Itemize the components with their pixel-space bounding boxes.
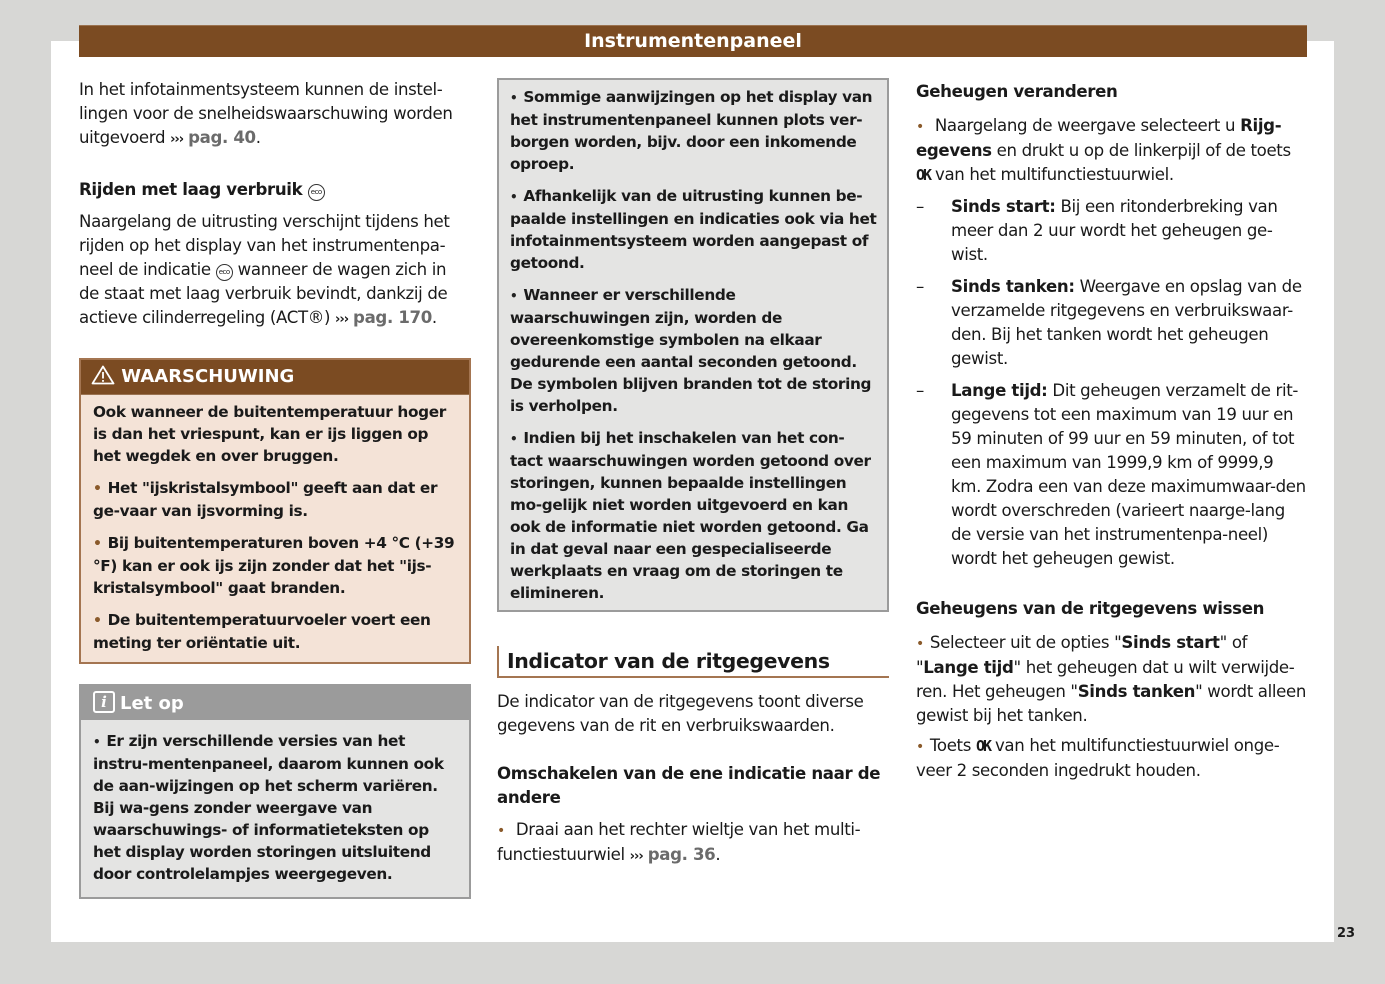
section-intro: De indicator van de ritgegevens toont diverse gegevens van de rit en verbruikswaarden. (497, 692, 864, 735)
info-icon: i (93, 691, 115, 713)
bullet-icon: • (916, 739, 924, 755)
warning-bullet-item: • Bij buitentemperaturen boven +4 °C (+39 °F) kan er ook ijs zijn zonder dat het "ijs-kristalsymbool" gaat branden. (93, 534, 455, 597)
clear-memory-heading: Geheugens van de ritgegevens wissen (916, 599, 1265, 618)
switch-step: • Draai aan het rechter wieltje van het multi-functiestuurwiel ››› pag. 36. (497, 820, 861, 864)
warning-bullet-item: • Het "ijskristalsymbool" geeft aan dat er ge-vaar van ijsvorming is. (93, 479, 438, 520)
page-link-170[interactable]: pag. 170 (353, 308, 432, 327)
note-box (79, 684, 471, 899)
bullet-icon: • (497, 823, 505, 839)
section-title: Indicator van de ritgegevens (497, 646, 889, 678)
bullet-icon: • (93, 536, 102, 552)
note-bullet-item: • Er zijn verschillende versies van het instru-mentenpaneel, daarom kunnen ook de aan-wijzingen op het scherm variëren. Bij wa-gens zonder weergave van waarschuwings- of informatieteksten op het display worden storingen uitsluitend door controlelampjes weergegeven. (93, 732, 444, 883)
low-consumption-paragraph: Naargelang de uitrusting verschijnt tijdens het rijden op het display van het instrumentenpa-neel de indicatie eco wanneer de wagen zich in de staat met laag verbruik bevindt, dankzij de actieve cilinderregeling (ACT®) ››› pag. 170. (79, 212, 450, 327)
gray-box-item: • Sommige aanwijzingen op het display van het instrumentenpaneel kunnen plots ver-borgen worden, bijv. door een inkomende oproep. (510, 88, 873, 173)
change-memory-step: • Naargelang de weergave selecteert u Rijg-egevens en drukt u op de linkerpijl of de toets OK van het multifunctiestuurwiel. (916, 116, 1291, 184)
eco-icon: eco (216, 264, 233, 281)
intro-paragraph: In het infotainmentsysteem kunnen de instel-lingen voor de snelheidswaarschuwing worden uitgevoerd ››› pag. 40. (79, 80, 453, 147)
warning-header (81, 360, 469, 395)
column-left (79, 78, 471, 899)
clear-memory-step-1: • Selecteer uit de opties "Sinds start" of "Lange tijd" het geheugen dat u wilt verwijde-ren. Het geheugen "Sinds tanken" wordt alleen gewist bij het tanken. (916, 633, 1306, 725)
bullet-icon: • (510, 432, 518, 446)
bullet-icon: • (510, 289, 518, 303)
eco-icon: eco (308, 184, 325, 201)
change-memory-heading: Geheugen veranderen (916, 82, 1118, 101)
page-link-40[interactable]: pag. 40 (188, 128, 256, 147)
gray-box-item: • Afhankelijk van de uitrusting kunnen be-paalde instellingen en indicaties ook via het infotainmentsysteem worden aangepast of getoond. (510, 187, 877, 272)
warning-body (81, 395, 469, 662)
ok-button-icon: OK (975, 737, 991, 755)
bullet-icon: • (916, 636, 924, 652)
warning-bullet-item: • De buitentemperatuurvoeler voert een meting ter oriëntatie uit. (93, 611, 431, 652)
bullet-icon: • (916, 119, 924, 135)
switch-heading: Omschakelen van de ene indicatie naar de andere (497, 764, 881, 807)
bullet-icon: • (510, 190, 518, 204)
bullet-icon: • (93, 481, 102, 497)
warning-title: WAARSCHUWING (121, 366, 295, 387)
warning-box (79, 358, 471, 664)
ok-button-icon: OK (916, 166, 931, 184)
memory-item-since-start: – Sinds start: Bij een ritonderbreking van meer dan 2 uur wordt het geheugen ge-wist. (916, 197, 1278, 264)
low-consumption-heading: Rijden met laag verbruik eco (79, 178, 471, 202)
cross-reference-arrows-icon: ››› (335, 312, 349, 327)
note-body (81, 720, 469, 897)
cross-reference-arrows-icon: ››› (629, 849, 643, 864)
cross-reference-arrows-icon: ››› (170, 132, 184, 147)
bullet-icon: • (510, 91, 518, 105)
info-gray-box (497, 78, 889, 612)
note-header (81, 686, 469, 720)
warning-triangle-icon (91, 366, 121, 387)
page-link-36[interactable]: pag. 36 (647, 845, 716, 864)
bullet-icon: • (93, 735, 101, 749)
gray-box-item: • Wanneer er verschillende waarschuwingen zijn, worden de overeenkomstige symbolen na elkaar gedurende een aantal seconden getoond. De symbolen blijven branden tot de storing is verholpen. (510, 286, 872, 415)
memory-item-long-term: – Lange tijd: Dit geheugen verzamelt de rit-gegevens tot een maximum van 19 uur en 59 minuten of 99 uur en 59 minuten, of tot een maximum van 1999,9 km of 9999,9 km. Zodra een van deze maximumwaar-den wordt overschreden (varieert naarge-lang de versie van het instrumentenpa-neel) wordt het geheugen gewist. (916, 381, 1306, 568)
warning-paragraph: Ook wanneer de buitentemperatuur hoger is dan het vriespunt, kan er ijs liggen op het wegdek en over bruggen. (93, 403, 446, 465)
chapter-header: Instrumentenpaneel (79, 25, 1307, 57)
memory-item-since-refuel: – Sinds tanken: Weergave en opslag van de verzamelde ritgegevens en verbruikswaar-den. Bij het tanken wordt het geheugen gewist. (916, 277, 1302, 368)
column-right (916, 78, 1308, 783)
bullet-icon: • (93, 613, 102, 629)
clear-memory-step-2: • Toets OK van het multifunctiestuurwiel onge-veer 2 seconden ingedrukt houden. (916, 736, 1280, 780)
gray-box-item: • Indien bij het inschakelen van het con-tact waarschuwingen worden getoond over storingen, kunnen bepaalde instellingen mo-gelijk niet worden uitgevoerd en kan ook de informatie niet worden getoond. Ga in dat geval naar een gespecialiseerde werkplaats en vraag om de storingen te elimineren. (510, 429, 871, 602)
column-middle (497, 78, 889, 869)
note-title: Let op (120, 693, 184, 714)
page-number: 23 (1337, 926, 1356, 941)
